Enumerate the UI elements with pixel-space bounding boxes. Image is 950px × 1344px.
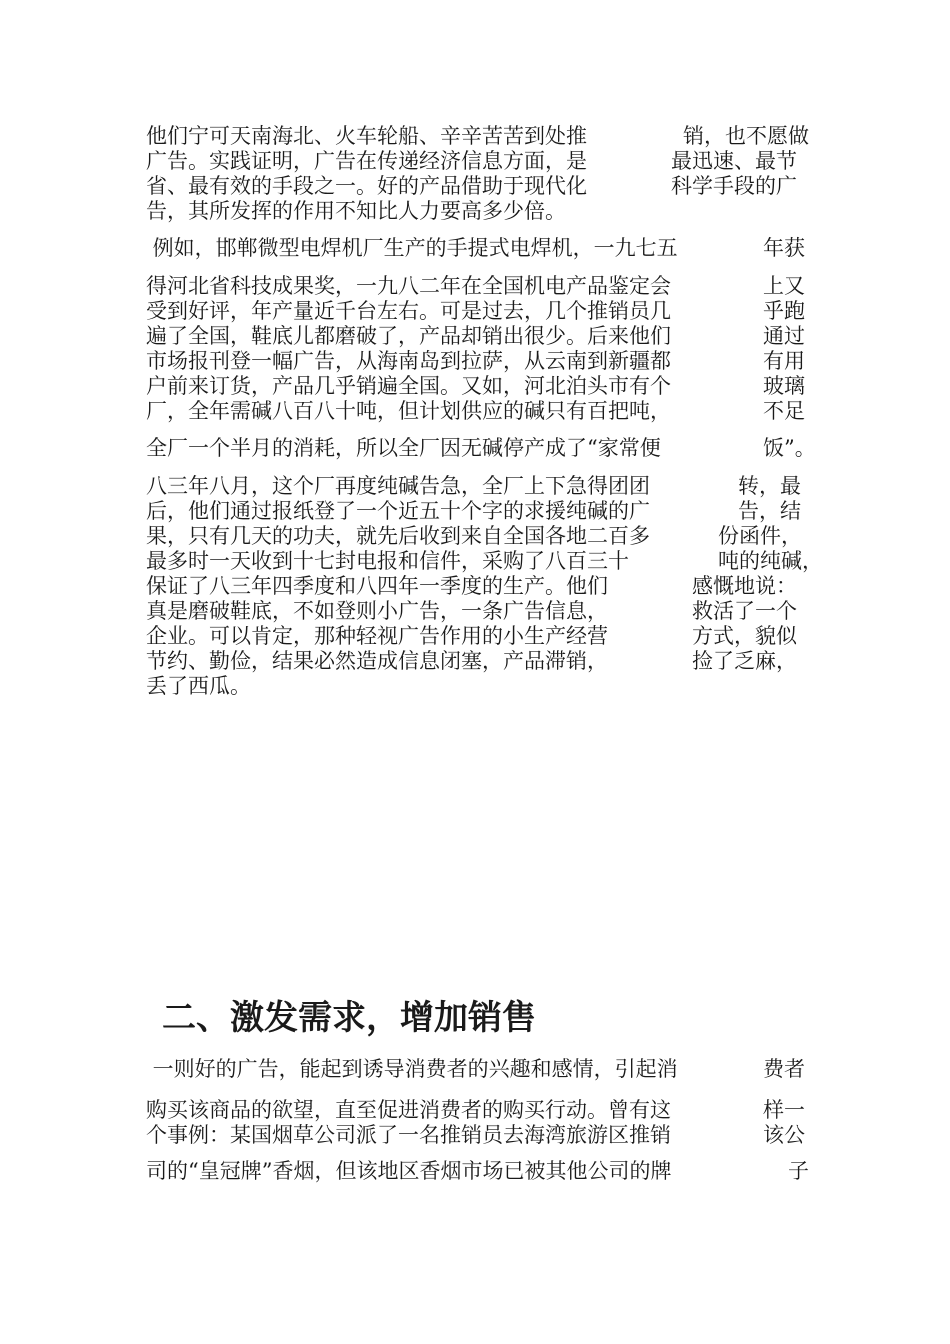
line-text-tail: 玻璃 [763, 374, 805, 398]
line-text: 一则好的广告，能起到诱导消费者的兴趣和感情，引起消 [146, 1057, 678, 1081]
line-text: 遍了全国，鞋底儿都磨破了，产品却销出很少。后来他们 [146, 324, 671, 348]
line-text: 广告。实践证明，广告在传递经济信息方面，是 [146, 149, 587, 173]
line-text-tail: 销，也不愿做 [683, 124, 809, 148]
line-text: 得河北省科技成果奖，一九八二年在全国机电产品鉴定会 [146, 274, 671, 298]
line-text-tail: 方式，貌似 [692, 624, 797, 648]
line-text: 市场报刊登一幅广告，从海南岛到拉萨，从云南到新疆都 [146, 349, 671, 373]
line-text: 受到好评，年产量近千台左右。可是过去，几个推销员几 [146, 299, 671, 323]
line-text-tail: 救活了一个 [692, 599, 797, 623]
line-text-tail: 子 [788, 1159, 809, 1183]
line-text: 购买该商品的欲望，直至促进消费者的购买行动。曾有这 [146, 1098, 671, 1122]
line-text: 后，他们通过报纸登了一个近五十个字的求援纯碱的广 [146, 499, 650, 523]
line-text-tail: 上又 [763, 274, 805, 298]
line-text-tail: 乎跑 [763, 299, 805, 323]
line-text-tail: 最迅速、最节 [671, 149, 797, 173]
line-text-tail: 转，最 [738, 474, 801, 498]
line-text-tail: 科学手段的广 [671, 174, 797, 198]
line-text-tail: 告，结 [738, 499, 801, 523]
line-text-tail: 感慨地说： [692, 574, 797, 598]
line-text: 果，只有几天的功夫，就先后收到来自全国各地二百多 [146, 524, 650, 548]
line-text: 他们宁可天南海北、火车轮船、辛辛苦苦到处推 [146, 124, 587, 148]
line-text-tail: 饭”。 [763, 436, 816, 460]
section-heading: 二、激发需求，增加销售 [162, 998, 536, 1038]
line-text: 全厂一个半月的消耗，所以全厂因无碱停产成了“家常便 [146, 436, 661, 460]
line-text-tail: 不足 [763, 399, 805, 423]
line-text: 例如，邯郸微型电焊机厂生产的手提式电焊机，一九七五 [146, 236, 678, 260]
line-text: 丢了西瓜。 [146, 674, 251, 698]
line-text: 司的“皇冠牌”香烟，但该地区香烟市场已被其他公司的牌 [146, 1159, 672, 1183]
line-text-tail: 该公 [763, 1123, 805, 1147]
line-text: 户前来订货，产品几乎销遍全国。又如，河北泊头市有个 [146, 374, 671, 398]
line-text-tail: 份函件， [718, 524, 802, 548]
line-text: 厂，全年需碱八百八十吨，但计划供应的碱只有百把吨， [146, 399, 671, 423]
line-text-tail: 通过 [763, 324, 805, 348]
line-text-tail: 吨的纯碱， [718, 549, 823, 573]
line-text: 个事例：某国烟草公司派了一名推销员去海湾旅游区推销 [146, 1123, 671, 1147]
line-text: 保证了八三年四季度和八四年一季度的生产。他们 [146, 574, 608, 598]
line-text: 告，其所发挥的作用不知比人力要高多少倍。 [146, 199, 566, 223]
line-text: 真是磨破鞋底，不如登则小广告，一条广告信息， [146, 599, 608, 623]
line-text-tail: 捡了乏麻， [692, 649, 797, 673]
line-text-tail: 费者 [763, 1057, 805, 1081]
line-text: 企业。可以肯定，那种轻视广告作用的小生产经营 [146, 624, 608, 648]
line-text: 节约、勤俭，结果必然造成信息闭塞，产品滞销， [146, 649, 608, 673]
line-text: 省、最有效的手段之一。好的产品借助于现代化 [146, 174, 587, 198]
line-text: 最多时一天收到十七封电报和信件，采购了八百三十 [146, 549, 629, 573]
line-text: 八三年八月，这个厂再度纯碱告急，全厂上下急得团团 [146, 474, 650, 498]
line-text-tail: 年获 [763, 236, 805, 260]
line-text-tail: 样一 [763, 1098, 805, 1122]
line-text-tail: 有用 [763, 349, 805, 373]
